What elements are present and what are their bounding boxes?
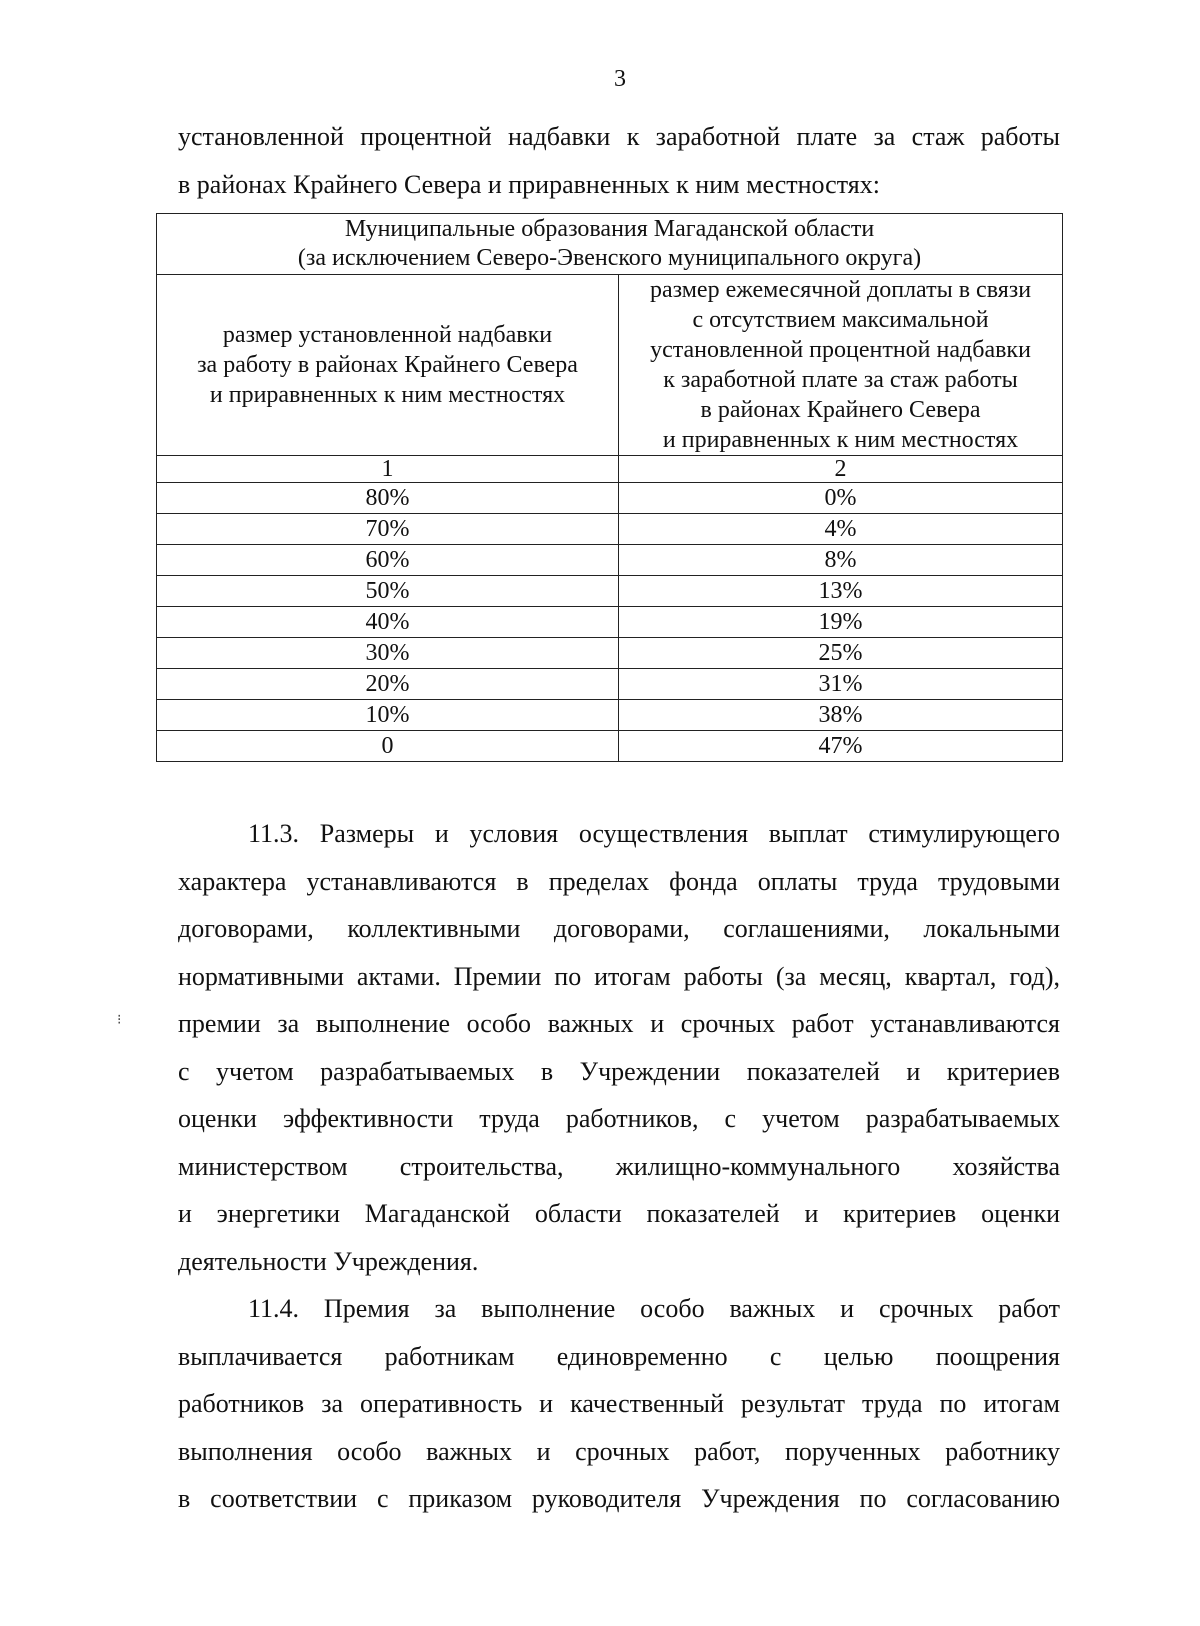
header-line: и приравненных к ним местностях: [662, 427, 1019, 453]
table-cell: 19%: [619, 607, 1063, 638]
text-line: 11.4. Премия за выполнение особо важных и срочных работ: [248, 1294, 1060, 1323]
table-row: [157, 545, 1063, 576]
table-cell: 10%: [157, 700, 619, 731]
text-line: в соответствии с приказом руководителя Учреждения по согласованию: [178, 1484, 1060, 1513]
surcharge-table: [156, 213, 1063, 762]
header-line: за работу в районах Крайнего Севера: [197, 352, 578, 378]
header-line: размер ежемесячной доплаты в связи: [649, 277, 1032, 303]
table-title-line: Муниципальные образования Магаданской области: [344, 216, 875, 242]
table-row: [157, 638, 1063, 669]
column-number-row: [157, 456, 1063, 483]
column-number: 2: [619, 456, 1063, 483]
table-cell: 38%: [619, 700, 1063, 731]
header-line: к заработной плате за стаж работы: [663, 367, 1018, 393]
table-cell: 0%: [619, 483, 1063, 514]
table-cell: 8%: [619, 545, 1063, 576]
header-line: и приравненных к ним местностях: [209, 382, 566, 408]
document-body: [178, 810, 1060, 1523]
table-cell: 50%: [157, 576, 619, 607]
column-number: 1: [157, 456, 619, 483]
section-11-4: [178, 1285, 1060, 1523]
column-header-2: [619, 275, 1063, 456]
table-cell: 4%: [619, 514, 1063, 545]
header-line: в районах Крайнего Севера: [700, 397, 981, 423]
table-title-row: [157, 214, 1063, 275]
text-line: 11.3. Размеры и условия осуществления выплат стимулирующего: [248, 819, 1060, 848]
table-row: [157, 700, 1063, 731]
table-title-cell: [157, 214, 1063, 275]
table-row: [157, 669, 1063, 700]
column-header-1: [157, 275, 619, 456]
table-cell: 31%: [619, 669, 1063, 700]
header-line: установленной процентной надбавки: [650, 337, 1031, 363]
table-title-line: (за исключением Северо-Эвенского муниципального округа): [297, 245, 922, 271]
intro-line: в районах Крайнего Севера и приравненных к ним местностях:: [178, 170, 880, 199]
table-cell: 30%: [157, 638, 619, 669]
text-line: нормативными актами. Премии по итогам работы (за месяц, квартал, год),: [178, 961, 1060, 991]
table-row: [157, 731, 1063, 762]
margin-scan-mark: ⁝: [117, 1013, 122, 1028]
page-number: 3: [614, 66, 626, 92]
text-line: договорами, коллективными договорами, соглашениями, локальными: [178, 914, 1060, 943]
table-cell: 47%: [619, 731, 1063, 762]
header-line: размер установленной надбавки: [222, 322, 553, 348]
table-row: [157, 483, 1063, 514]
table-cell: 0: [157, 731, 619, 762]
table-cell: 80%: [157, 483, 619, 514]
table-row: [157, 607, 1063, 638]
table-cell: 70%: [157, 514, 619, 545]
text-line: характера устанавливаются в пределах фонда оплаты труда трудовыми: [178, 866, 1060, 896]
intro-line: установленной процентной надбавки к заработной плате за стаж работы: [178, 122, 1060, 151]
table-row: [157, 576, 1063, 607]
section-11-3: [178, 810, 1060, 1285]
text-line: работников за оперативность и качественный результат труда по итогам: [178, 1389, 1060, 1418]
table-cell: 60%: [157, 545, 619, 576]
text-line: министерством строительства, жилищно-коммунального хозяйства: [178, 1151, 1060, 1181]
text-line: премии за выполнение особо важных и срочных работ устанавливаются: [178, 1009, 1060, 1038]
text-line: выплачивается работникам единовременно с целью поощрения: [178, 1341, 1060, 1371]
text-line: с учетом разрабатываемых в Учреждении показателей и критериев: [178, 1056, 1060, 1086]
text-line: выполнения особо важных и срочных работ, порученных работнику: [178, 1436, 1060, 1466]
header-line: с отсутствием максимальной: [692, 307, 989, 333]
table-cell: 13%: [619, 576, 1063, 607]
intro-paragraph: [178, 113, 1060, 209]
table-row: [157, 514, 1063, 545]
table-header-row: [157, 275, 1063, 456]
table-cell: 25%: [619, 638, 1063, 669]
table-cell: 20%: [157, 669, 619, 700]
table-cell: 40%: [157, 607, 619, 638]
text-line: деятельности Учреждения.: [178, 1246, 479, 1276]
text-line: оценки эффективности труда работников, с учетом разрабатываемых: [178, 1104, 1060, 1133]
text-line: и энергетики Магаданской области показателей и критериев оценки: [178, 1199, 1060, 1228]
